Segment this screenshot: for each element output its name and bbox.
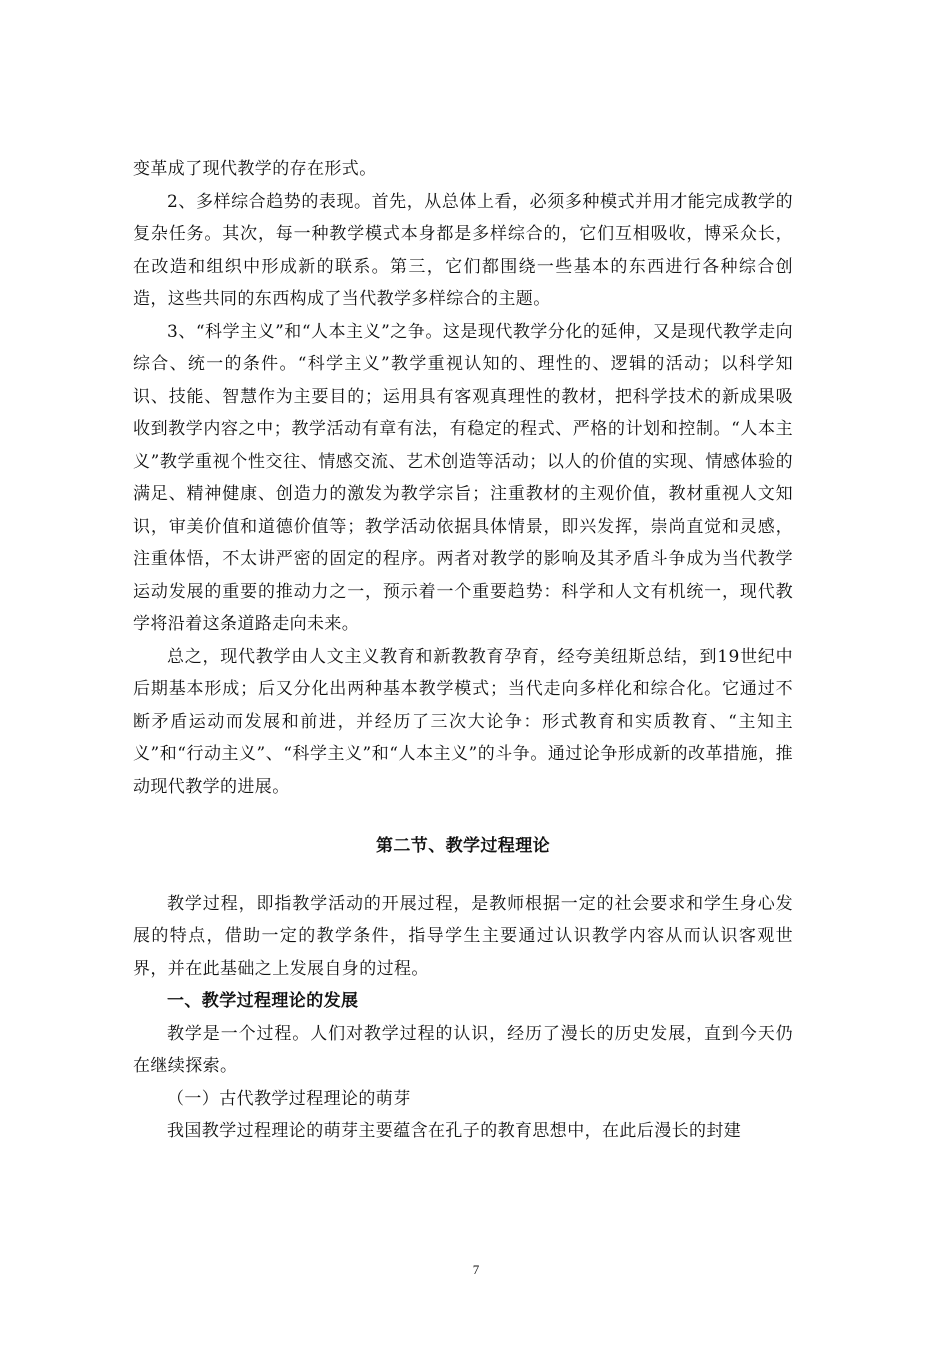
paragraph-trend-3: 3、“科学主义”和“人本主义”之争。这是现代教学分化的延伸，又是现代教学走向综合、统一的条件。“科学主义”教学重视认知的、理性的、逻辑的活动；以科学知识、技能、智慧作为主要目的；运用具有客观真理性的教材，把科学技术的新成果吸收到教学内容之中；教学活动有章有法，有稳定的程式、严格的计划和控制。“人本主义”教学重视个性交往、情感交流、艺术创造等活动；以人的价值的实现、情感体验的满足、精神健康、创造力的激发为教学宗旨；注重教材的主观价值，教材重视人文知识，审美价值和道德价值等；教学活动依据具体情景，即兴发挥，崇尚直觉和灵感，注重体悟，不太讲严密的固定的程序。两者对教学的影响及其矛盾斗争成为当代教学运动发展的重要的推动力之一，预示着一个重要趋势：科学和人文有机统一，现代教学将沿着这条道路走向未来。 (133, 321, 793, 634)
paragraph-intro: 教学是一个过程。人们对教学过程的认识，经历了漫长的历史发展，直到今天仍在继续探索。 (133, 1023, 793, 1076)
paragraph-definition: 教学过程，即指教学活动的开展过程，是教师根据一定的社会要求和学生身心发展的特点，借助一定的教学条件，指导学生主要通过认识教学内容从而认识客观世界，并在此基础之上发展自身的过程。 (133, 893, 793, 979)
section-title: 第二节、教学过程理论 (376, 836, 550, 856)
body-text (133, 153, 793, 1148)
paragraph-summary: 总之，现代教学由人文主义教育和新教教育孕育，经夸美纽斯总结，到19世纪中后期基本形成；后又分化出两种基本教学模式；当代走向多样化和综合化。它通过不断矛盾运动而发展和前进，并经历了三次大论争：形式教育和实质教育、“主知主义”和“行动主义”、“科学主义”和“人本主义”的斗争。通过论争形成新的改革措施，推动现代教学的进展。 (133, 646, 793, 797)
paragraph-trend-2: 2、多样综合趋势的表现。首先，从总体上看，必须多种模式并用才能完成教学的复杂任务。其次，每一种教学模式本身都是多样综合的，它们互相吸收，博采众长，在改造和组织中形成新的联系。第三，它们都围绕一些基本的东西进行各种综合创造，这些共同的东西构成了当代教学多样综合的主题。 (133, 191, 793, 309)
paragraph-continued: 变革成了现代教学的存在形式。 (133, 159, 377, 179)
paragraph-ancient: 我国教学过程理论的萌芽主要蕴含在孔子的教育思想中，在此后漫长的封建 (167, 1121, 742, 1141)
page-number: 7 (472, 1262, 480, 1277)
subheading-ancient: （一）古代教学过程理论的萌芽 (167, 1088, 411, 1109)
heading-development: 一、教学过程理论的发展 (167, 991, 359, 1011)
